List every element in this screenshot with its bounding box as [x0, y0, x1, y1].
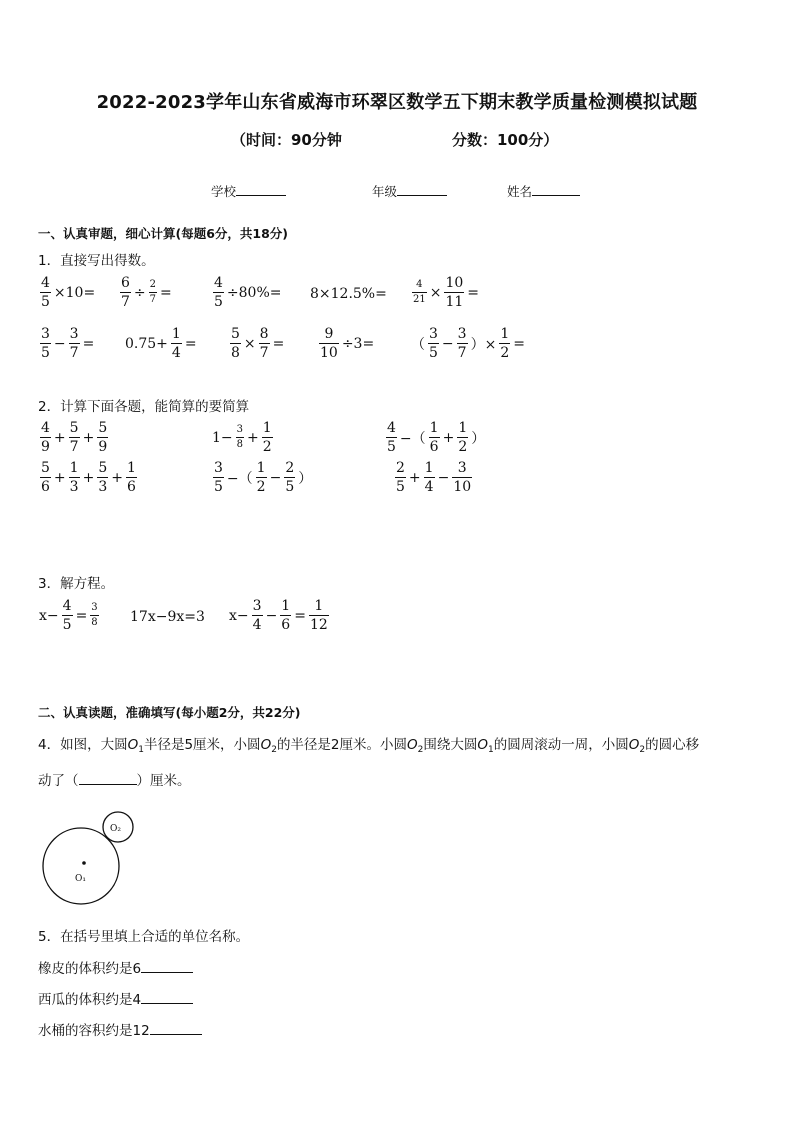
name-label: 姓名	[507, 184, 533, 199]
section-1-heading: 一、认真审题，细心计算(每题6分，共18分)	[38, 226, 289, 241]
q5-item-3: 水桶的容积约是12	[38, 1019, 202, 1039]
q1-expr-9: $\frac{9}{10}$ ÷3=	[320, 326, 375, 361]
q1-expr-2: $\frac{6}{7}$ ÷ $\frac{2}{7}$ =	[121, 275, 172, 310]
q2-expr-5: $\frac{3}{5}$ −（ $\frac{1}{2}$ − $\frac{2}{5}$ ）	[214, 460, 313, 495]
q5-blank-3[interactable]	[150, 1022, 202, 1035]
q2-expr-6: $\frac{2}{5}$ + $\frac{1}{4}$ − $\frac{3}{10}$	[396, 460, 472, 495]
q5-blank-2[interactable]	[141, 991, 193, 1004]
q4-text-line-1: 4．如图，大圆$O_1$半径是5厘米，小圆$O_2$的半径是2厘米。小圆$O_2$围绕大圆$O_1$的圆周滚动一周，小圆$O_2$的圆心移	[38, 737, 700, 755]
grade-label: 年级	[372, 184, 398, 199]
q1-prompt: 1．直接写出得数。	[38, 253, 155, 269]
label-o2: O₂	[110, 824, 121, 834]
page-title: 2022-2023学年山东省威海市环翠区数学五下期末教学质量检测模拟试题	[96, 92, 698, 113]
q1-expr-3: $\frac{4}{5}$ ÷80%=	[214, 275, 282, 310]
q5-item-1: 橡皮的体积约是6	[38, 957, 193, 977]
label-o1: O₁	[75, 874, 86, 884]
q4-text-line-2: 动了（ ）厘米。	[38, 773, 191, 789]
school-blank[interactable]	[236, 183, 286, 196]
q1-expr-6: $\frac{3}{5}$ − $\frac{3}{7}$ =	[41, 326, 95, 361]
q1-expr-1: $\frac{4}{5}$ ×10=	[41, 275, 96, 310]
q2-expr-4: $\frac{5}{6}$ + $\frac{1}{3}$ + $\frac{5}{3}$ + $\frac{1}{6}$	[41, 460, 136, 495]
school-field[interactable]	[211, 182, 286, 200]
circles-diagram	[36, 808, 148, 908]
grade-blank[interactable]	[397, 183, 447, 196]
section-2-heading: 二、认真读题，准确填写(每小题2分，共22分)	[38, 705, 301, 720]
name-field[interactable]	[507, 182, 580, 200]
q3-equation-2: 17x−9x=3	[130, 609, 205, 625]
q1-expr-10: （ $\frac{3}{5}$ − $\frac{3}{7}$ ）× $\frac{1}{2}$ =	[411, 326, 525, 361]
q2-expr-2: 1− $\frac{3}{8}$ + $\frac{1}{2}$	[212, 420, 272, 455]
name-blank[interactable]	[532, 183, 580, 196]
q1-expr-8: $\frac{5}{8}$ × $\frac{8}{7}$ =	[231, 326, 285, 361]
q2-expr-3: $\frac{4}{5}$ −（ $\frac{1}{6}$ + $\frac{1}{2}$ ）	[387, 420, 486, 455]
q4-answer-blank[interactable]	[79, 772, 137, 785]
q3-equation-1: x− $\frac{4}{5}$ = $\frac{3}{8}$	[39, 598, 98, 633]
q2-expr-1: $\frac{4}{9}$ + $\frac{5}{7}$ + $\frac{5}{9}$	[41, 420, 108, 455]
center-o1-dot	[82, 861, 86, 865]
q3-equation-3: x− $\frac{3}{4}$ − $\frac{1}{6}$ = $\frac{1}{12}$	[229, 598, 328, 633]
exam-score: 分数：100分）	[452, 131, 559, 149]
q1-expr-5: $\frac{4}{21}$ × $\frac{10}{11}$ =	[413, 275, 480, 310]
q1-expr-4: 8×12.5%=	[310, 286, 387, 302]
grade-field[interactable]	[372, 182, 447, 200]
q3-prompt: 3．解方程。	[38, 576, 115, 592]
q5-prompt: 5．在括号里填上合适的单位名称。	[38, 929, 250, 945]
big-circle-o1	[43, 828, 119, 904]
exam-time: （时间：90分钟	[231, 131, 342, 149]
q5-blank-1[interactable]	[141, 960, 193, 973]
q5-item-2: 西瓜的体积约是4	[38, 988, 193, 1008]
q1-expr-7: 0.75+ $\frac{1}{4}$ =	[125, 326, 197, 361]
school-label: 学校	[211, 184, 237, 199]
q2-prompt: 2．计算下面各题，能简算的要简算	[38, 399, 250, 415]
